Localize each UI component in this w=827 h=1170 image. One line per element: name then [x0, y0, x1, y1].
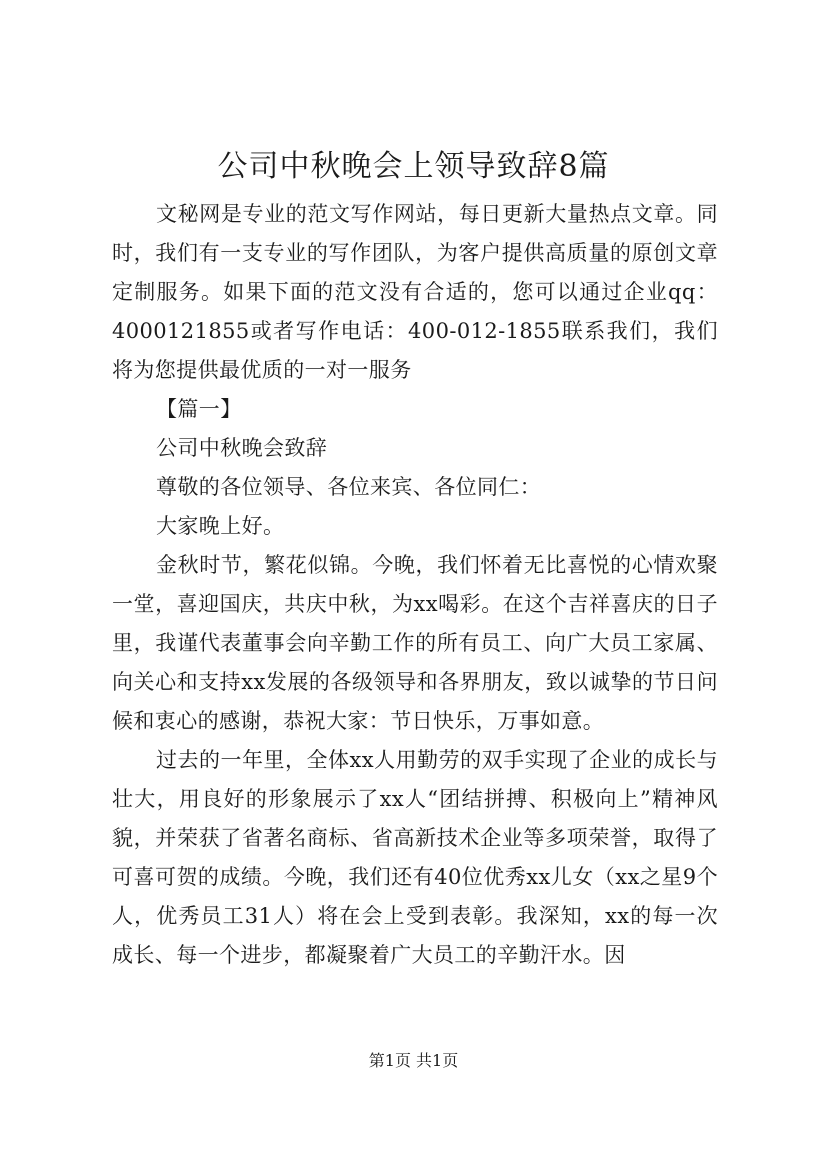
- page-number-footer: 第1页 共1页: [368, 1051, 459, 1070]
- body-paragraph-1: 金秋时节，繁花似锦。今晚，我们怀着无比喜悦的心情欢聚一堂，喜迎国庆，共庆中秋，为xx喝彩。在这个吉祥喜庆的日子里，我谨代表董事会向辛勤工作的所有员工、向广大员工家属、向关心和支持xx发展的各级领导和各界朋友，致以诚挚的节日问候和衷心的感谢，恭祝大家：节日快乐，万事如意。: [112, 553, 718, 733]
- body-paragraph-2: 过去的一年里，全体xx人用勤劳的双手实现了企业的成长与壮大，用良好的形象展示了xx人“团结拼搏、积极向上”精神风貌，并荣获了省著名商标、省高新技术企业等多项荣誉，取得了可喜可贺的成绩。今晚，我们还有40位优秀xx儿女（xx之星9个人，优秀员工31人）将在会上受到表彰。我深知，xx的每一次成长、每一个进步，都凝聚着广大员工的辛勤汗水。因: [112, 748, 718, 967]
- speech-title: 公司中秋晚会致辞: [156, 436, 328, 460]
- intro-paragraph: 文秘网是专业的范文写作网站，每日更新大量热点文章。同时，我们有一支专业的写作团队，为客户提供高质量的原创文章定制服务。如果下面的范文没有合适的，您可以通过企业qq：4000121855或者写作电话：400-012-1855联系我们，我们将为您提供最优质的一对一服务: [112, 202, 718, 382]
- greeting: 大家晚上好。: [156, 514, 285, 538]
- document-body: [112, 195, 718, 975]
- document-title: 公司中秋晚会上领导致辞8篇: [217, 149, 610, 184]
- salutation: 尊敬的各位领导、各位来宾、各位同仁：: [156, 475, 542, 499]
- section-heading: 【篇一】: [156, 397, 242, 421]
